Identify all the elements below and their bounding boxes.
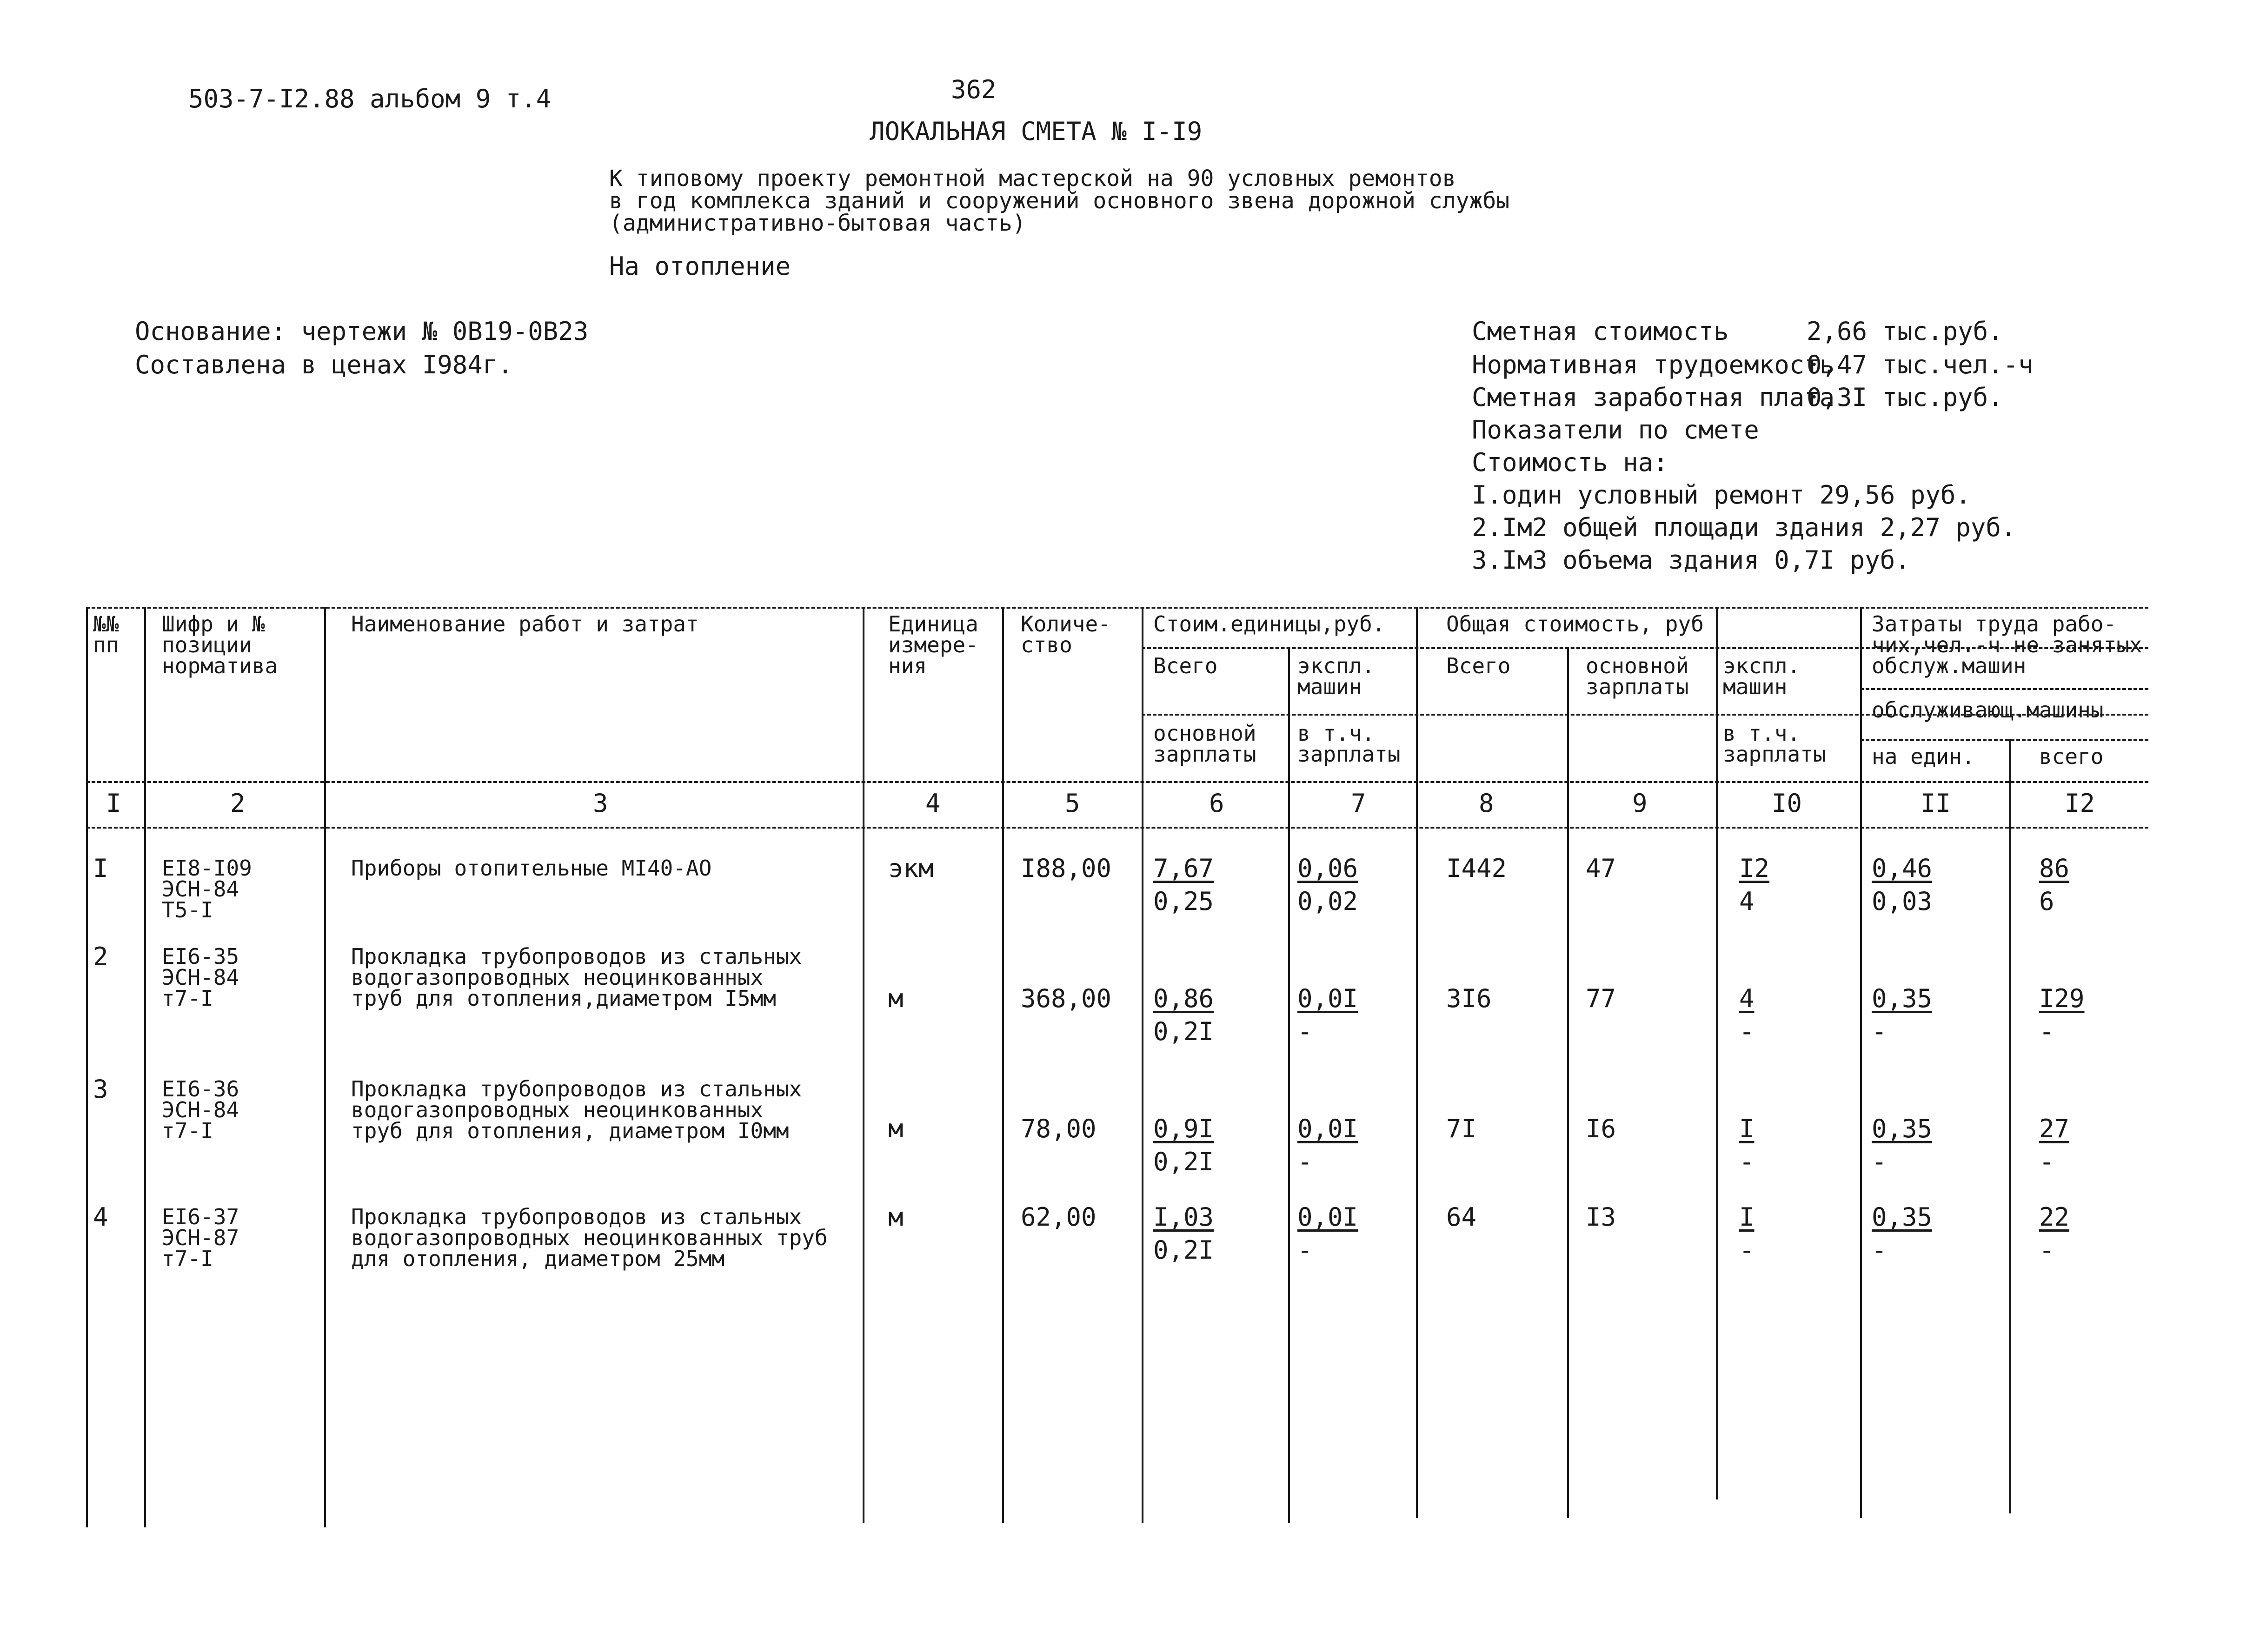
col-number: 7: [1351, 789, 1366, 818]
col-number: II: [1921, 789, 1951, 818]
service-border-2: [1860, 739, 2148, 741]
header-c6-wage: основной зарплаты: [1153, 721, 1256, 767]
row-unit: м: [888, 1202, 904, 1232]
row-c12: 27 -: [2039, 1114, 2070, 1176]
row-num: 4: [93, 1202, 108, 1232]
summary-cost-value: 2,66 тыс.руб.: [1807, 317, 2003, 346]
col-line: [324, 607, 326, 1527]
row-c11: 0,46 0,03: [1872, 854, 1933, 916]
row-c8: I442: [1446, 854, 1507, 883]
col-line: [863, 607, 864, 1523]
header-c6-all: Всего: [1153, 653, 1218, 678]
row-c7: 0,0I -: [1297, 984, 1358, 1046]
service-border: [1860, 688, 2148, 690]
row-num: I: [93, 854, 108, 883]
row-unit: м: [888, 1114, 904, 1143]
row-c12: 22 -: [2039, 1202, 2070, 1265]
row-code: EI6-37 ЭСН-87 т7-I: [162, 1204, 239, 1272]
col-line: [1142, 607, 1143, 1523]
row-c8: 3I6: [1446, 984, 1492, 1013]
row-unit: м: [888, 984, 904, 1013]
header-c10-machines: экспл. машин: [1723, 653, 1801, 700]
project-line: К типовому проекту ремонтной мастерской на 90 условных ремонтов: [609, 166, 1456, 192]
page-number: 362: [951, 75, 997, 104]
header-c7-wage: в т.ч. зарплаты: [1297, 721, 1401, 767]
colnum-top-border: [86, 781, 2148, 783]
table-top-border: [86, 607, 2148, 609]
col-number: 4: [925, 789, 941, 818]
row-c6: 7,67 0,25: [1153, 854, 1214, 916]
row-c10: I2 4: [1739, 854, 1770, 916]
col-line: [1288, 647, 1290, 1523]
summary-indicators: Показатели по смете: [1472, 415, 1759, 445]
col-line: [1860, 607, 1862, 1518]
header-c7-machines: экспл. машин: [1297, 653, 1375, 700]
row-c12: I29 -: [2039, 984, 2085, 1046]
basis-prices: Составлена в ценах I984г.: [135, 350, 513, 379]
summary-labor-label: Нормативная трудоемкость: [1472, 350, 1835, 379]
row-code: EI8-I09 ЭСН-84 Т5-I: [162, 856, 252, 923]
project-description: [609, 167, 1509, 234]
row-c8: 7I: [1446, 1114, 1477, 1143]
row-c10: 4 -: [1739, 984, 1755, 1046]
project-line: в год комплекса зданий и сооружений основного звена дорожной службы: [609, 188, 1510, 214]
col-line: [144, 607, 146, 1527]
header-code: Шифр и № позиции норматива: [162, 611, 278, 679]
row-qty: I88,00: [1021, 854, 1112, 883]
row-code: EI6-36 ЭСН-84 т7-I: [162, 1076, 239, 1144]
header-service: обслуживающ.машины: [1872, 697, 2104, 723]
col-number: 6: [1209, 789, 1224, 818]
row-qty: 62,00: [1021, 1202, 1097, 1232]
col-line: [86, 607, 88, 1527]
row-c11: 0,35 -: [1872, 1114, 1933, 1176]
page-title: ЛОКАЛЬНАЯ СМЕТА № I-I9: [870, 117, 1203, 146]
col-line: [2009, 739, 2011, 1513]
col-number: 5: [1065, 789, 1080, 818]
header-c9-wage: основной зарплаты: [1586, 653, 1689, 700]
header-c10-wage: в т.ч. зарплаты: [1723, 721, 1826, 767]
summary-wage-value: 0,3I тыс.руб.: [1807, 383, 2003, 412]
header-labor: Затраты труда рабо- чих,чел.-ч не занятых обслуж.машин: [1872, 611, 2142, 679]
summary-labor-value: 0,47 тыс.чел.-ч: [1807, 350, 2034, 379]
row-c10: I -: [1739, 1202, 1755, 1265]
colnum-bottom-border: [86, 827, 2148, 829]
col-number: 9: [1632, 789, 1648, 818]
row-c11: 0,35 -: [1872, 984, 1933, 1046]
header-quantity: Количе- ство: [1021, 611, 1111, 658]
row-c6: 0,9I 0,2I: [1153, 1114, 1214, 1176]
row-c6: I,03 0,2I: [1153, 1202, 1214, 1265]
col-line: [1567, 647, 1569, 1518]
row-unit: экм: [888, 854, 934, 883]
col-number: 8: [1479, 789, 1494, 818]
project-line: (административно-бытовая часть): [609, 210, 1026, 236]
header-total: всего: [2039, 744, 2104, 769]
basis-drawings: Основание: чертежи № 0В19-0В23: [135, 317, 589, 346]
row-num: 2: [93, 942, 108, 971]
row-c9: 77: [1586, 984, 1616, 1013]
row-c7: 0,0I -: [1297, 1114, 1358, 1176]
summary-wage-label: Сметная заработная плата: [1472, 383, 1835, 412]
row-name: Прокладка трубопроводов из стальных водогазопроводных неоцинкованных труб для отопления, диаметром 25мм: [351, 1204, 828, 1272]
summary-line-3: 3.Iм3 объема здания 0,7I руб.: [1472, 545, 1910, 575]
summary-cost-for: Стоимость на:: [1472, 448, 1668, 477]
col-line: [1416, 607, 1418, 1518]
row-c9: I6: [1586, 1114, 1616, 1143]
row-code: EI6-35 ЭСН-84 т7-I: [162, 944, 239, 1011]
col-number: I2: [2065, 789, 2095, 818]
row-c11: 0,35 -: [1872, 1202, 1933, 1265]
header-num: №№ пп: [93, 611, 119, 658]
row-qty: 78,00: [1021, 1114, 1097, 1143]
row-name: Прокладка трубопроводов из стальных водогазопроводных неоцинкованных труб для отопления,диаметром I5мм: [351, 944, 802, 1011]
row-c10: I -: [1739, 1114, 1755, 1176]
doc-code: 503-7-I2.88 альбом 9 т.4: [188, 84, 552, 113]
header-work-name: Наименование работ и затрат: [351, 611, 699, 637]
col-line: [1002, 607, 1004, 1523]
col-number: 3: [593, 789, 608, 818]
row-num: 3: [93, 1075, 108, 1104]
summary-line-2: 2.Iм2 общей площади здания 2,27 руб.: [1472, 513, 2016, 542]
header-total-cost: Общая стоимость, руб: [1446, 611, 1704, 637]
summary-cost-label: Сметная стоимость: [1472, 317, 1729, 346]
row-c6: 0,86 0,2I: [1153, 984, 1214, 1046]
row-c7: 0,06 0,02: [1297, 854, 1358, 916]
col-number: 2: [230, 789, 246, 818]
header-per-unit: на един.: [1872, 744, 1975, 769]
header-c8-all: Всего: [1446, 653, 1511, 678]
row-c7: 0,0I -: [1297, 1202, 1358, 1265]
header-unit-cost: Стоим.единицы,руб.: [1153, 611, 1385, 637]
row-name: Прокладка трубопроводов из стальных водогазопроводных неоцинкованных труб для отопления, диаметром I0мм: [351, 1076, 802, 1144]
row-c9: 47: [1586, 854, 1616, 883]
summary-line-1: I.один условный ремонт 29,56 руб.: [1472, 480, 1971, 510]
col-number: I: [106, 789, 121, 818]
row-c8: 64: [1446, 1202, 1477, 1232]
estimate-subject: На отопление: [609, 252, 791, 281]
col-line: [1716, 607, 1718, 1499]
header-unit: Единица измере- ния: [888, 611, 978, 679]
row-qty: 368,00: [1021, 984, 1112, 1013]
row-c9: I3: [1586, 1202, 1616, 1232]
row-c12: 86 6: [2039, 854, 2070, 916]
row-name: Приборы отопительные МI40-АО: [351, 856, 712, 881]
col-number: I0: [1772, 789, 1802, 818]
